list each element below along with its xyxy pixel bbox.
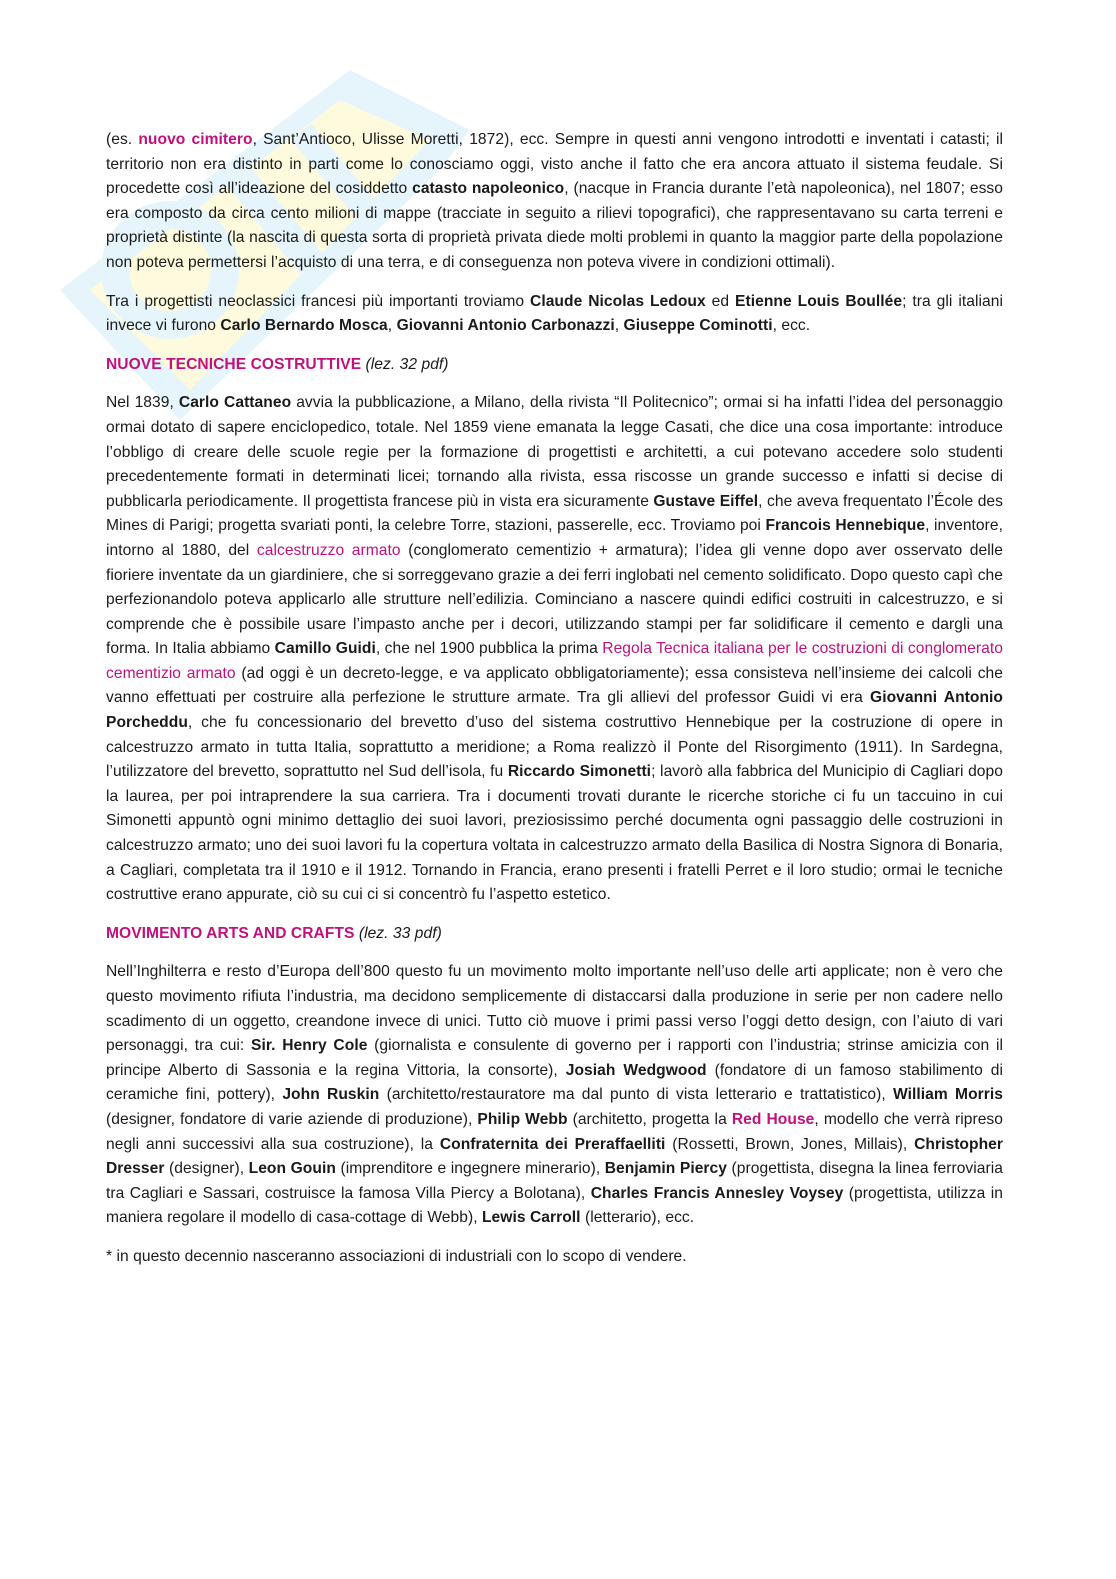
bold-name: Confraternita dei Preraffaelliti <box>439 1135 666 1153</box>
bold-name: Christopher Dresser <box>106 1135 1003 1178</box>
bold-name: Camillo Guidi <box>274 640 376 658</box>
highlight-calcestruzzo-armato: calcestruzzo armato <box>256 541 401 559</box>
bold-name: Carlo Bernardo Mosca <box>220 317 388 335</box>
section-heading-arts-and-crafts: MOVIMENTO ARTS AND CRAFTS (lez. 33 pdf) <box>106 924 442 942</box>
highlight-red-house: Red House <box>731 1110 815 1128</box>
highlight-nuovo-cimitero: nuovo cimitero <box>138 131 253 148</box>
bold-name: Sir. Henry Cole <box>251 1037 368 1055</box>
bold-name: Leon Gouin <box>248 1160 336 1178</box>
bold-name: Gustave Eiffel <box>653 492 759 510</box>
bold-name: Francois Hennebique <box>765 517 926 535</box>
paragraph-arts-and-crafts: Nell’Inghilterra e resto d’Europa dell’800 questo fu un movimento molto importante nell’uso delle arti applicate; non è vero che questo movimento rifiuta l’industria, ma decidono semplicemente di distaccarsi dalla produzione in serie per non cadere nello scadimento di un oggetto, creandone invece di unici. Tutto ciò muove i primi passi verso l’oggi detto design, con l’aiuto di vari personaggi, tra cui: Sir. Henry Cole (giornalista e consulente di governo per i rapporti con l’industria; strinse amicizia con il principe Alberto di Sassonia e la regina Vittoria, la consorte), Josiah Wedgwood (fondatore di un famoso stabilimento di ceramiche fini, pottery), John Ruskin (architetto/restauratore ma dal punto di vista letterario e trattatistico), William Morris (designer, fondatore di varie aziende di produzione), Philip Webb (architetto, progetta la Red House, modello che verrà ripreso negli anni successivi alla sua costruzione), la Confraternita dei Preraffaelliti (Rossetti, Brown, Jones, Millais), Christopher Dresser (designer), Leon Gouin (imprenditore e ingegnere minerario), Benjamin Piercy (progettista, disegna la linea ferroviaria tra Cagliari e Sassari, costruisce la famosa Villa Piercy a Bolotana), Charles Francis Annesley Voysey (progettista, utilizza in maniera regolare il modello di casa-cottage di Webb), Lewis Carroll (letterario), ecc. <box>106 963 1003 1227</box>
bold-name: Giovanni Antonio Carbonazzi <box>396 317 615 335</box>
bold-name: Charles Francis Annesley Voysey <box>590 1184 844 1202</box>
paragraph-progettisti-neoclassici: Tra i progettisti neoclassici francesi più importanti troviamo Claude Nicolas Ledoux ed Etienne Louis Boullée; tra gli italiani invece vi furono Carlo Bernardo Mosca, Giovanni Antonio Carbonazzi, Giuseppe Cominotti, ecc. <box>106 292 1003 335</box>
bold-name: Claude Nicolas Ledoux <box>530 292 706 310</box>
bold-name: Benjamin Piercy <box>604 1160 727 1178</box>
bold-name: Riccardo Simonetti <box>507 763 652 781</box>
bold-name: John Ruskin <box>282 1086 380 1104</box>
bold-name: Giuseppe Cominotti <box>623 317 773 335</box>
bold-name: William Morris <box>892 1086 1003 1104</box>
paragraph-nuove-tecniche: Nel 1839, Carlo Cattaneo avvia la pubblicazione, a Milano, della rivista “Il Politecnico”; ormai si ha infatti l’idea del personaggio ormai dotato di sapere enciclopedico, totale. Nel 1859 viene emanata la legge Casati, che dice una cosa importante: introduce l’obbligo di creare delle scuole regie per la formazione di progettisti e architetti, a cui potevano accedere solo studenti precedentemente formati in determinati licei; tornando alla rivista, essa riscosse un grande successo e infatti si decise di pubblicarla periodicamente. Il progettista francese più in vista era sicuramente Gustave Eiffel, che aveva frequentato l’École des Mines di Parigi; progetta svariati ponti, la celebre Torre, stazioni, passerelle, ecc. Troviamo poi Francois Hennebique, inventore, intorno al 1880, del calcestruzzo armato (conglomerato cementizio + armatura); l’idea gli venne dopo aver osservato delle fioriere inventate da un giardiniere, che si sorreggevano grazie a dei ferri inglobati nel cemento solidificato. Dopo questo capì che perfezionandolo poteva applicarlo alle strutture nell’edilizia. Cominciano a nascere quindi edifici costruiti in calcestruzzo, e si comprende che è possibile usare l’impasto anche per i decori, utilizzando stampi per far solidificare il cemento e dargli una forma. In Italia abbiamo Camillo Guidi, che nel 1900 pubblica la prima Regola Tecnica italiana per le costruzioni di conglomerato cementizio armato (ad oggi è un decreto-legge, e va applicato obbligatoriamente); essa consisteva nell’insieme dei calcoli che vanno effettuati per costruire alla perfezione le strutture armate. Tra gli allievi del professor Guidi vi era Giovanni Antonio Porcheddu, che fu concessionario del brevetto d’uso del sistema costruttivo Hennebique per la costruzione di opere in calcestruzzo armato in tutta Italia, soprattutto a meridione; a Roma realizzò il Ponte del Risorgimento (1911). In Sardegna, l’utilizzatore del brevetto, soprattutto nel Sud dell’isola, fu Riccardo Simonetti; lavorò alla fabbrica del Municipio di Cagliari dopo la laurea, per poi intraprendere la sua carriera. Tra i documenti trovati durante le ricerche storiche ci fu un taccuino in cui Simonetti appuntò ogni minimo dettaglio dei suoi lavori, preziosissimo perché documenta ogni passaggio delle costruzioni in calcestruzzo armato; uno dei suoi lavori fu la copertura voltata in calcestruzzo armato della Basilica di Nostra Signora di Bonaria, a Cagliari, completata tra il 1910 e il 1912. Tornando in Francia, erano presenti i fratelli Perret e il loro studio; ormai le tecniche costruttive erano appurate, ciò su cui ci si concentrò fu l’aspetto estetico. <box>106 394 1004 904</box>
bold-name: Josiah Wedgwood <box>565 1061 707 1079</box>
bold-name: Lewis Carroll <box>481 1209 581 1227</box>
paragraph-catasto: (es. nuovo cimitero, Sant’Antioco, Ulisse Moretti, 1872), ecc. Sempre in questi anni vengono introdotti e inventati i catasti; il territorio non era distinto in parti come lo conosciamo oggi, visto anche il fatto che era ancora attuato il sistema feudale. Si procedette così all’ideazione del cosiddetto catasto napoleonico, (nacque in Francia durante l’età napoleonica), nel 1807; esso era composto da circa cento milioni di mappe (tracciate in seguito a rilievi topografici), che rappresentavano su carta terreni e proprietà distinte (la nascita di questa sorta di proprietà privata diede molti problemi in quanto la maggior parte della popolazione non poteva permettersi l’acquisto di una terra, e di conseguenza non poteva vivere in condizioni ottimali). <box>106 131 1004 271</box>
bold-catasto-napoleonico: catasto napoleonico <box>412 180 565 198</box>
bold-name: Etienne Louis Boullée <box>735 292 903 310</box>
bold-name: Giovanni Antonio Porcheddu <box>106 689 1003 732</box>
footnote: * in questo decennio nasceranno associazioni di industriali con lo scopo di vendere. <box>106 1247 687 1265</box>
document-page <box>106 128 1003 1284</box>
bold-name: Carlo Cattaneo <box>178 394 292 412</box>
bold-name: Philip Webb <box>477 1110 568 1128</box>
section-heading-nuove-tecniche: NUOVE TECNICHE COSTRUTTIVE (lez. 32 pdf) <box>106 355 449 373</box>
highlight-regola-tecnica: Regola Tecnica italiana per le costruzioni di conglomerato cementizio armato <box>106 640 1003 682</box>
